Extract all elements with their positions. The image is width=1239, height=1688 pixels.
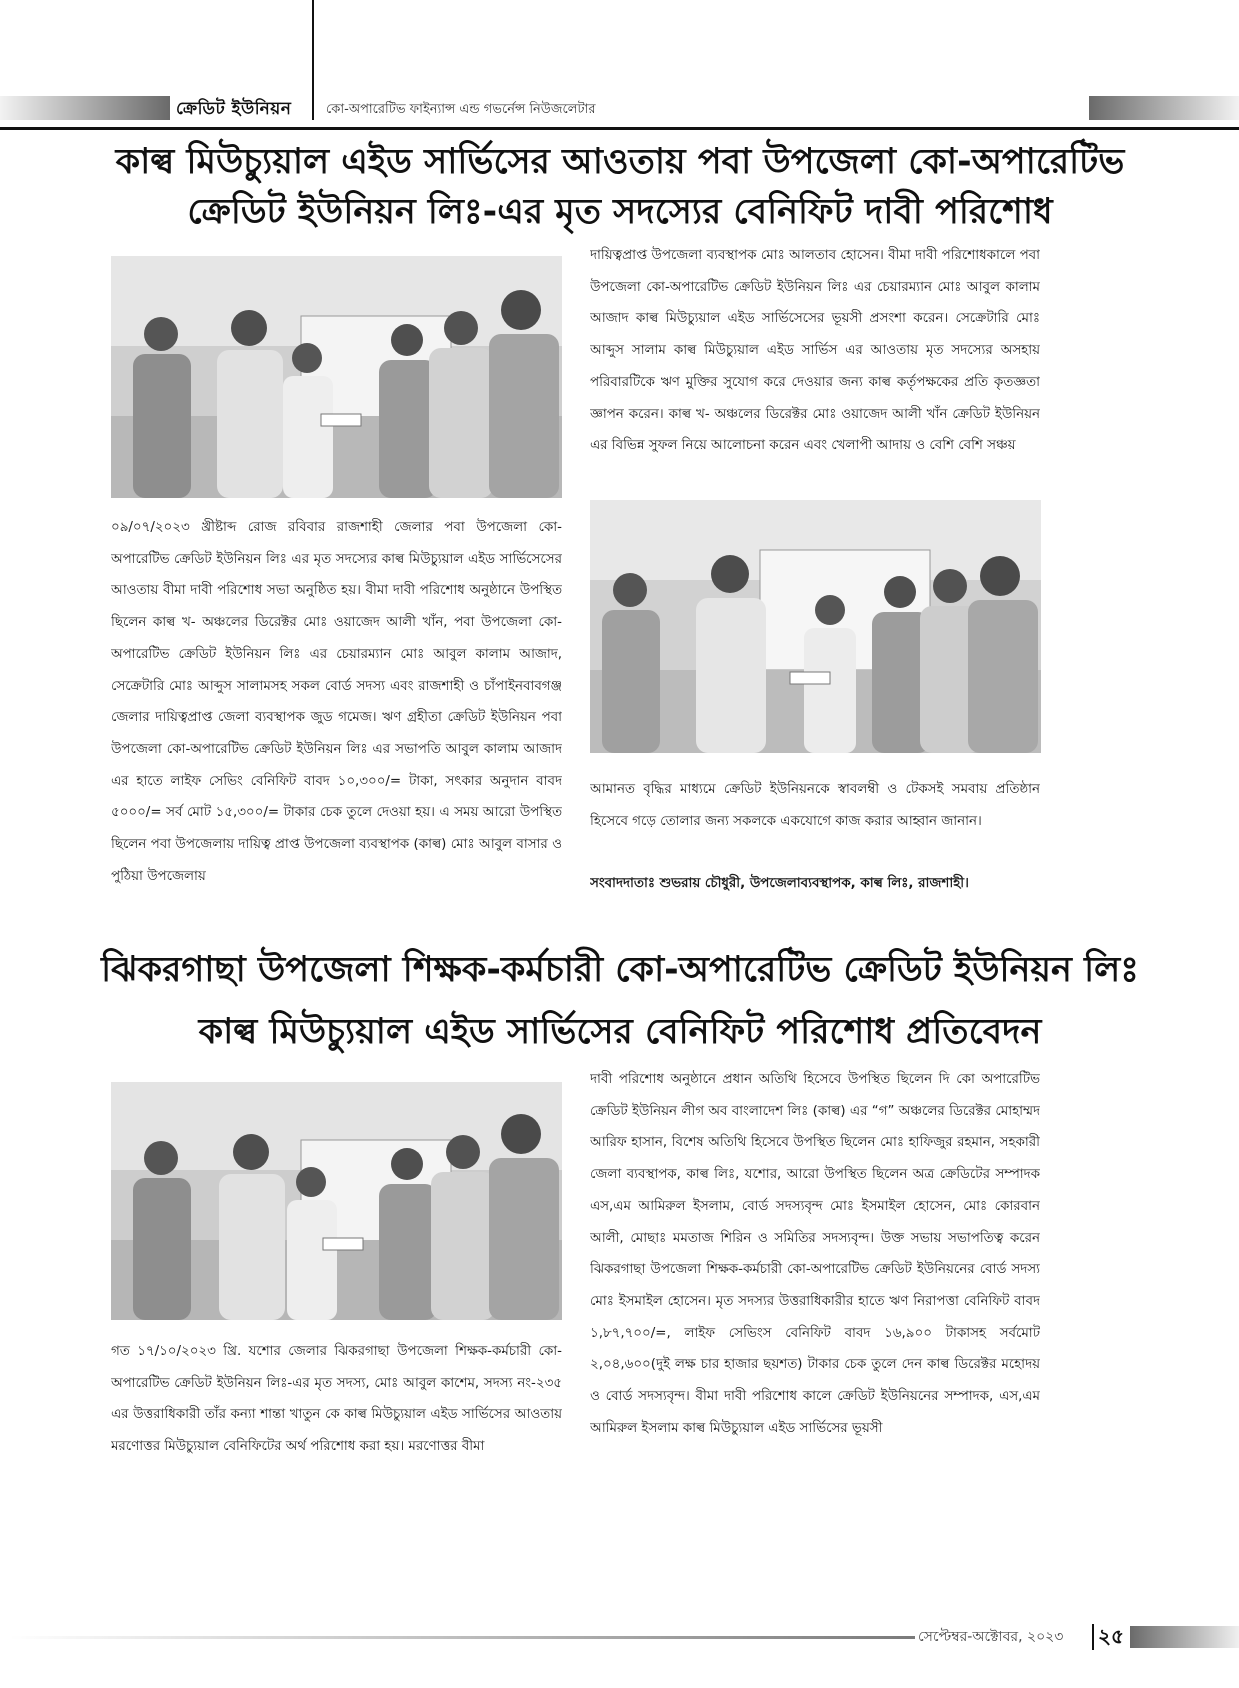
masthead-gradient-left bbox=[0, 96, 170, 120]
article1-headline-line1: কাল্ব মিউচ্যুয়াল এইড সার্ভিসের আওতায় পবা উপজেলা কো-অপারেটিভ bbox=[115, 142, 1125, 182]
article2-headline-line1: ঝিকরগাছা উপজেলা শিক্ষক-কর্মচারী কো-অপারেটিভ ক্রেডিট ইউনিয়ন লিঃ bbox=[101, 950, 1139, 990]
article1-reporter: সংবাদদাতাঃ শুভরায় চৌধুরী, উপজেলাব্যবস্থাপক, কাল্ব লিঃ, রাজশাহী। bbox=[590, 876, 969, 891]
footer-gradient bbox=[1130, 1626, 1239, 1648]
article1-right-text-top: দায়িত্বপ্রাপ্ত উপজেলা ব্যবস্থাপক মোঃ আলতাব হোসেন। বীমা দাবী পরিশোধকালে পবা উপজেলা কো-অপারেটিভ ক্রেডিট ইউনিয়ন লিঃ এর চেয়ারম্যান মোঃ আবুল কালাম আজাদ কাল্ব মিউচ্যুয়াল এইড সার্ভিসেসের ভূয়সী প্রসংশা করেন। সেক্রেটারি মোঃ আব্দুস সালাম কাল্ব মিউচ্যুয়াল এইড সার্ভিস এর আওতায় মৃত সদস্যের অসহায় পরিবারটিকে ঋণ মুক্তির সুযোগ করে দেওয়ার জন্য কাল্ব কর্তৃপক্ষকের প্রতি কৃতজ্ঞতা জ্ঞাপন করেন। কাল্ব খ- অঞ্চলের ডিরেক্টর মোঃ ওয়াজেদ আলী খাঁন ক্রেডিট ইউনিয়ন এর বিভিন্ন সুফল নিয়ে আলোচনা করেন এবং খেলাপী আদায় ও বেশি বেশি সঞ্চয় bbox=[590, 248, 1040, 454]
article1-photo-2 bbox=[590, 500, 1041, 753]
masthead bbox=[0, 92, 1239, 128]
issue-date: সেপ্টেম্বর-অক্টোবর, ২০২৩ bbox=[918, 1629, 1064, 1645]
article2-photo bbox=[111, 1082, 562, 1320]
article1-photo-1 bbox=[111, 256, 562, 498]
article2-headline-line2: কাল্ব মিউচ্যুয়াল এইড সার্ভিসের বেনিফিট পরিশোধ প্রতিবেদন bbox=[198, 1012, 1042, 1052]
article1-headline-line2: ক্রেডিট ইউনিয়ন লিঃ-এর মৃত সদস্যের বেনিফিট দাবী পরিশোধ bbox=[187, 192, 1053, 232]
article2-left-text: গত ১৭/১০/২০২৩ খ্রি. যশোর জেলার ঝিকরগাছা উপজেলা শিক্ষক-কর্মচারী কো-অপারেটিভ ক্রেডিট ইউনিয়ন লিঃ-এর মৃত সদস্য, মোঃ আবুল কাশেম, সদস্য নং-২৩৫ এর উত্তরাধিকারী তাঁর কন্যা শান্তা খাতুন কে কাল্ব মিউচ্যুয়াল এইড সার্ভিসের আওতায় মরণোত্তর মিউচ্যুয়াল বেনিফিটের অর্থ পরিশোধ করা হয়। মরণোত্তর বীমা bbox=[111, 1344, 562, 1455]
page-number: ২৫ bbox=[1098, 1624, 1124, 1648]
newsletter-tagline: কো-অপারেটিভ ফাইন্যান্স এন্ড গভর্নেন্স নিউজলেটার bbox=[326, 102, 596, 117]
article1-right-text-bottom: আমানত বৃদ্ধির মাধ্যমে ক্রেডিট ইউনিয়নকে স্বাবলম্বী ও টেকসই সমবায় প্রতিষ্ঠান হিসেবে গড়ে তোলার জন্য সকলকে একযোগে কাজ করার আহ্বান জানান। bbox=[590, 782, 1040, 829]
footer-rule bbox=[10, 1636, 915, 1639]
masthead-gradient-right bbox=[1089, 96, 1239, 120]
masthead-separator bbox=[312, 94, 314, 120]
newsletter-logo: ক্রেডিট ইউনিয়ন bbox=[176, 99, 292, 119]
article2-right-text: দাবী পরিশোধ অনুষ্ঠানে প্রধান অতিথি হিসেবে উপস্থিত ছিলেন দি কো অপারেটিভ ক্রেডিট ইউনিয়ন লীগ অব বাংলাদেশ লিঃ (কাল্ব) এর “গ” অঞ্চলের ডিরেক্টর মোহাম্মদ আরিফ হাসান, বিশেষ অতিথি হিসেবে উপস্থিত ছিলেন মোঃ হাফিজুর রহমান, সহকারী জেলা ব্যবস্থাপক, কাল্ব লিঃ, যশোর, আরো উপস্থিত ছিলেন অত্র ক্রেডিটের সম্পাদক এস,এম আমিরুল ইসলাম, বোর্ড সদস্যবৃন্দ মোঃ ইসমাইল হোসেন, মোঃ কোরবান আলী, মোছাঃ মমতাজ শিরিন ও সমিতির সদস্যবৃন্দ। উক্ত সভায় সভাপতিত্ব করেন ঝিকরগাছা উপজেলা শিক্ষক-কর্মচারী কো-অপারেটিভ ক্রেডিট ইউনিয়নের বোর্ড সদস্য মোঃ ইসমাইল হোসেন। মৃত সদস্যর উত্তরাধিকারীর হাতে ঋণ নিরাপত্তা বেনিফিট বাবদ ১,৮৭,৭০০/=, লাইফ সেভিংস বেনিফিট বাবদ ১৬,৯০০ টাকাসহ সর্বমোট ২,০৪,৬০০(দুই লক্ষ চার হাজার ছয়শত) টাকার চেক তুলে দেন কাল্ব ডিরেক্টর মহোদয় ও বোর্ড সদস্যবৃন্দ। বীমা দাবী পরিশোধ কালে ক্রেডিট ইউনিয়নের সম্পাদক, এস,এম আমিরুল ইসলাম কাল্ব মিউচ্যুয়াল এইড সার্ভিসের ভূয়সী bbox=[590, 1072, 1040, 1436]
article1-left-text: ০৯/০৭/২০২৩ খ্রীষ্টাব্দ রোজ রবিবার রাজশাহী জেলার পবা উপজেলা কো-অপারেটিভ ক্রেডিট ইউনিয়ন লিঃ এর মৃত সদস্যের কাল্ব মিউচ্যুয়াল এইড সার্ভিসেসের আওতায় বীমা দাবী পরিশোধ সভা অনুষ্ঠিত হয়। বীমা দাবী পরিশোধ অনুষ্ঠানে উপস্থিত ছিলেন কাল্ব খ- অঞ্চলের ডিরেক্টর মোঃ ওয়াজেদ আলী খাঁন, পবা উপজেলা কো-অপারেটিভ ক্রেডিট ইউনিয়ন লিঃ এর চেয়ারম্যান মোঃ আবুল কালাম আজাদ, সেক্রেটারি মোঃ আব্দুস সালামসহ সকল বোর্ড সদস্য এবং রাজশাহী ও চাঁপাইনবাবগঞ্জ জেলার দায়িত্বপ্রাপ্ত জেলা ব্যবস্থাপক জুড গমেজ। ঋণ গ্রহীতা ক্রেডিট ইউনিয়ন পবা উপজেলা কো-অপারেটিভ ক্রেডিট ইউনিয়ন লিঃ এর সভাপতি আবুল কালাম আজাদ এর হাতে লাইফ সেভিং বেনিফিট বাবদ ১০,৩০০/= টাকা, সৎকার অনুদান বাবদ ৫০০০/= সর্ব মোট ১৫,৩০০/= টাকার চেক তুলে দেওয়া হয়। এ সময় আরো উপস্থিত ছিলেন পবা উপজেলায় দায়িত্ব প্রাপ্ত উপজেলা ব্যবস্থাপক (কাল্ব) মোঃ আবুল বাসার ও পুঠিয়া উপজেলায় bbox=[111, 520, 562, 884]
footer-separator bbox=[1092, 1624, 1094, 1650]
